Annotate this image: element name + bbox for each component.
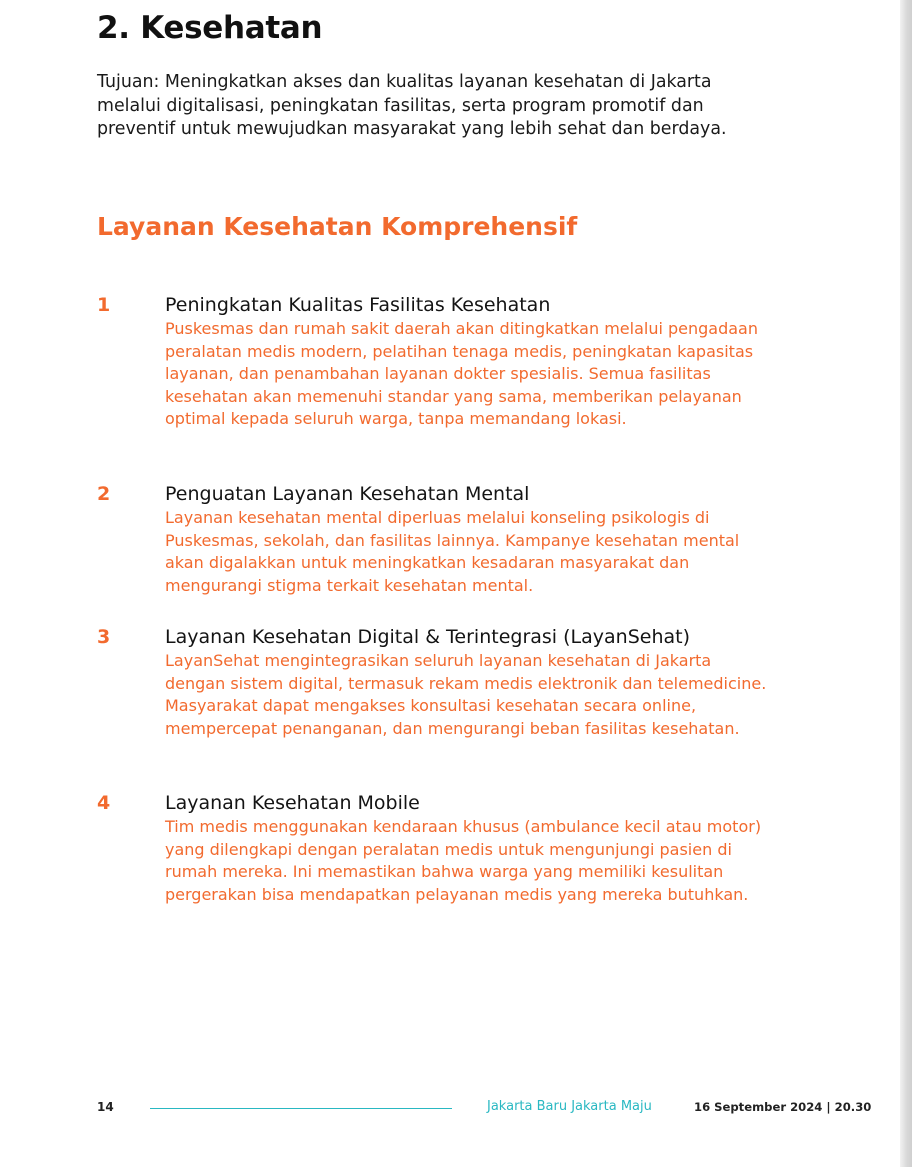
item-number: 1	[97, 294, 111, 316]
item-title: Penguatan Layanan Kesehatan Mental	[165, 483, 530, 505]
section-heading: Layanan Kesehatan Komprehensif	[97, 212, 578, 241]
item-description: Puskesmas dan rumah sakit daerah akan ditingkatkan melalui pengadaan peralatan medis modern, pelatihan tenaga medis, peningkatan kapasitas layanan, dan penambahan layanan dokter spesialis. Semua fasilitas kesehatan akan memenuhi standar yang sama, memberikan pelayanan optimal kepada seluruh warga, tanpa memandang lokasi.	[165, 319, 758, 429]
item-number: 4	[97, 792, 111, 814]
page-number: 14	[97, 1100, 114, 1114]
page-title: 2. Kesehatan	[97, 10, 323, 46]
item-title: Layanan Kesehatan Mobile	[165, 792, 420, 814]
goal-paragraph: Tujuan: Meningkatkan akses dan kualitas layanan kesehatan di Jakarta melalui digitalisasi, peningkatan fasilitas, serta program promotif dan preventif untuk mewujudkan masyarakat yang lebih sehat dan berdaya.	[97, 72, 727, 139]
page-edge-shadow	[900, 0, 912, 1167]
item-number: 2	[97, 483, 111, 505]
item-title: Peningkatan Kualitas Fasilitas Kesehatan	[165, 294, 551, 316]
item-number: 3	[97, 626, 111, 648]
footer-divider	[150, 1108, 452, 1109]
item-description: LayanSehat mengintegrasikan seluruh layanan kesehatan di Jakarta dengan sistem digital, termasuk rekam medis elektronik dan telemedicine. Masyarakat dapat mengakses konsultasi kesehatan secara online, mempercepat penanganan, dan mengurangi beban fasilitas kesehatan.	[165, 651, 767, 738]
item-description: Layanan kesehatan mental diperluas melalui konseling psikologis di Puskesmas, sekolah, dan fasilitas lainnya. Kampanye kesehatan mental akan digalakkan untuk meningkatkan kesadaran masyarakat dan mengurangi stigma terkait kesehatan mental.	[165, 508, 740, 595]
item-description: Tim medis menggunakan kendaraan khusus (ambulance kecil atau motor) yang dilengkapi dengan peralatan medis untuk mengunjungi pasien di rumah mereka. Ini memastikan bahwa warga yang memiliki kesulitan pergerakan bisa mendapatkan pelayanan medis yang mereka butuhkan.	[165, 817, 762, 904]
footer-date: 16 September 2024 | 20.30	[694, 1100, 872, 1114]
page-footer	[97, 1098, 872, 1120]
footer-tagline: Jakarta Baru Jakarta Maju	[487, 1099, 652, 1114]
item-title: Layanan Kesehatan Digital & Terintegrasi (LayanSehat)	[165, 626, 690, 648]
